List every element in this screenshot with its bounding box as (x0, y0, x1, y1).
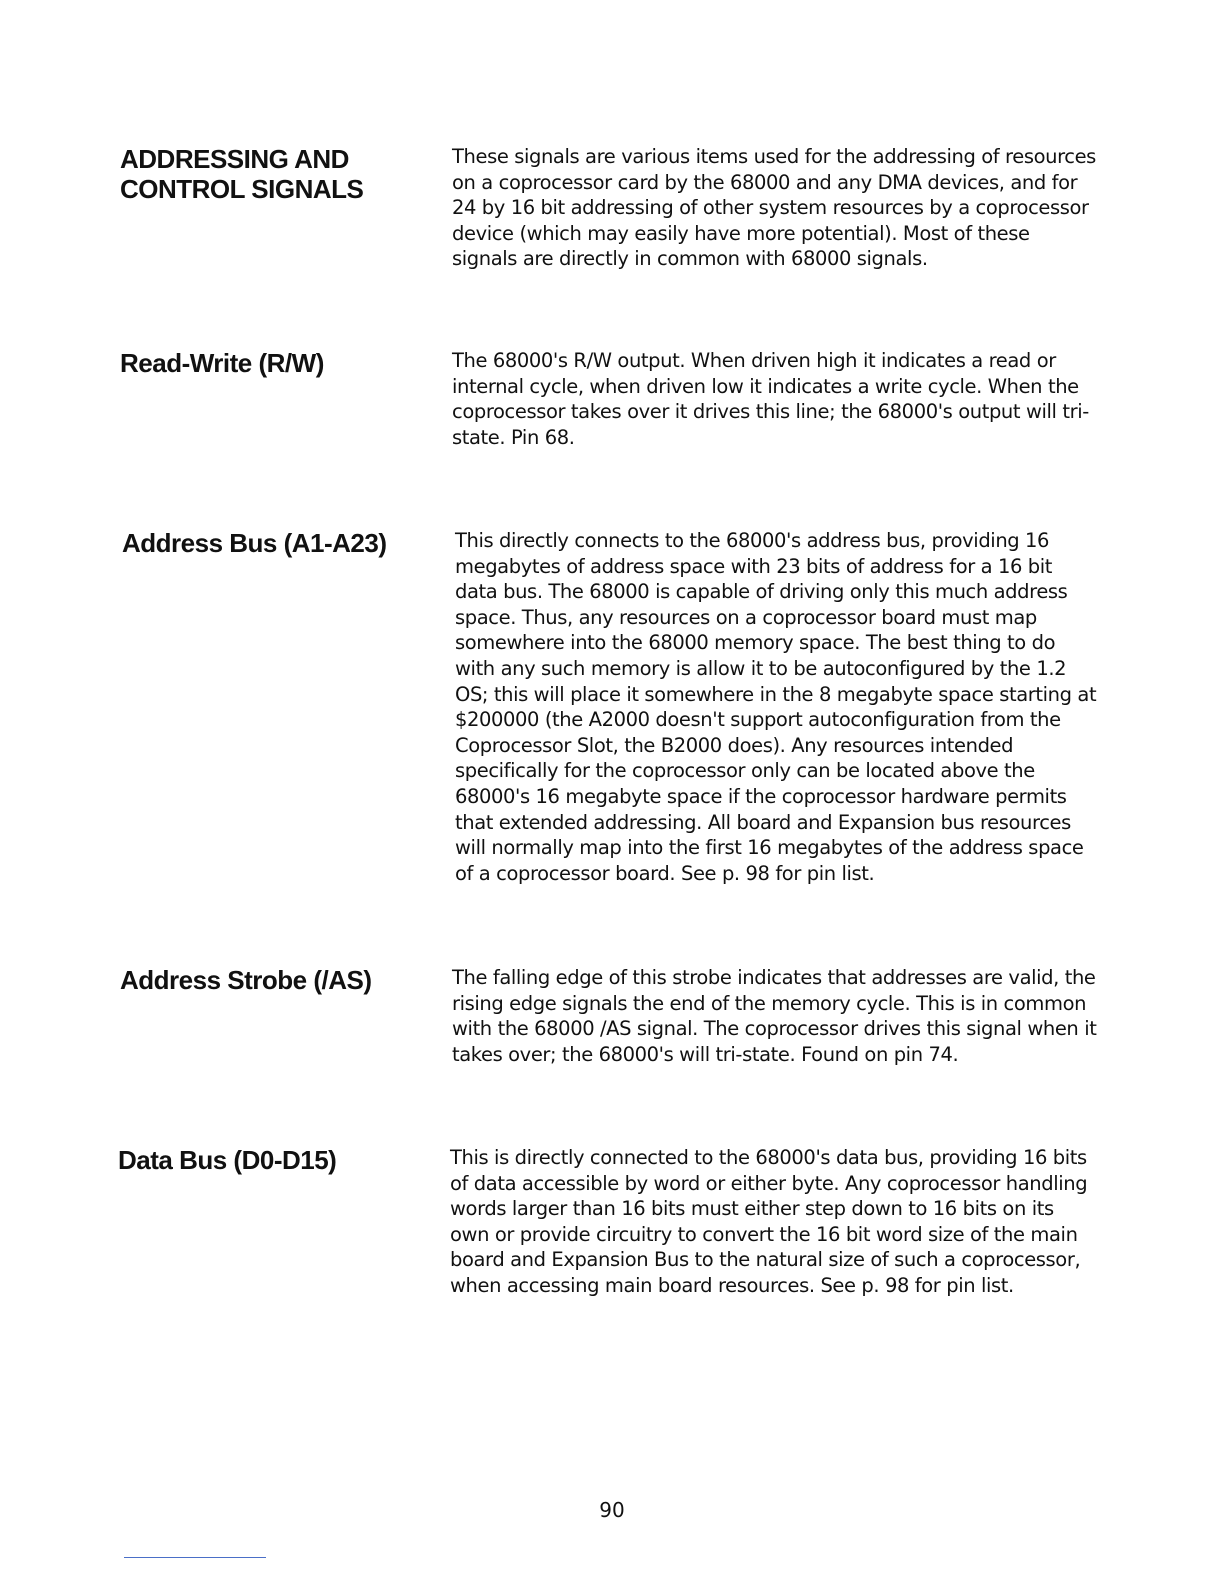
section-body: This is directly connected to the 68000's data bus, providing 16 bits of data accessible by word or either byte. Any coprocessor handling words larger than 16 bits must either step down to 16 bits on its own or provide circuitry to convert the 16 bit word size of the main board and Expansion Bus to the natural size of such a coprocessor, when accessing main board resources. See p. 98 for pin list. (450, 1146, 1088, 1297)
section-heading: Address Strobe (/AS) (120, 965, 372, 995)
section-body: This directly connects to the 68000's address bus, providing 16 megabytes of address space with 23 bits of address for a 16 bit data bus. The 68000 is capable of driving only this much address space. Thus, any resources on a coprocessor board must map somewhere into the 68000 memory space. The best thing to do with any such memory is allow it to be autoconfigured by the 1.2 OS; this will place it somewhere in the 8 megabyte space starting at $200000 (the A2000 doesn't support autoconfiguration from the Coprocessor Slot, the B2000 does). Any resources intended specifically for the coprocessor only can be located above the 68000's 16 megabyte space if the coprocessor hardware permits that extended addressing. All board and Expansion bus resources will normally map into the first 16 megabytes of the address space of a coprocessor board. See p. 98 for pin list. (455, 529, 1097, 885)
section-body: The falling edge of this strobe indicates that addresses are valid, the rising edge signals the end of the memory cycle. This is in common with the 68000 /AS signal. The coprocessor drives this signal when it takes over; the 68000's will tri-state. Found on pin 74. (452, 966, 1097, 1066)
section-body: These signals are various items used for the addressing of resources on a coprocessor card by the 68000 and any DMA devices, and for 24 by 16 bit addressing of other system resources by a coprocessor device (which may easily have more potential). Most of these signals are directly in common with 68000 signals. (452, 145, 1096, 271)
page-number: 90 (599, 1498, 625, 1522)
footer-rule (124, 1557, 266, 1558)
section-heading: Data Bus (D0-D15) (118, 1145, 337, 1175)
section-heading: ADDRESSING AND CONTROL SIGNALS (120, 144, 364, 204)
section-body: The 68000's R/W output. When driven high it indicates a read or internal cycle, when driven low it indicates a write cycle. When the coprocessor takes over it drives this line; the 68000's output will tri-state. Pin 68. (452, 349, 1089, 449)
section-heading: Read-Write (R/W) (120, 348, 324, 378)
section-heading: Address Bus (A1-A23) (122, 528, 387, 558)
